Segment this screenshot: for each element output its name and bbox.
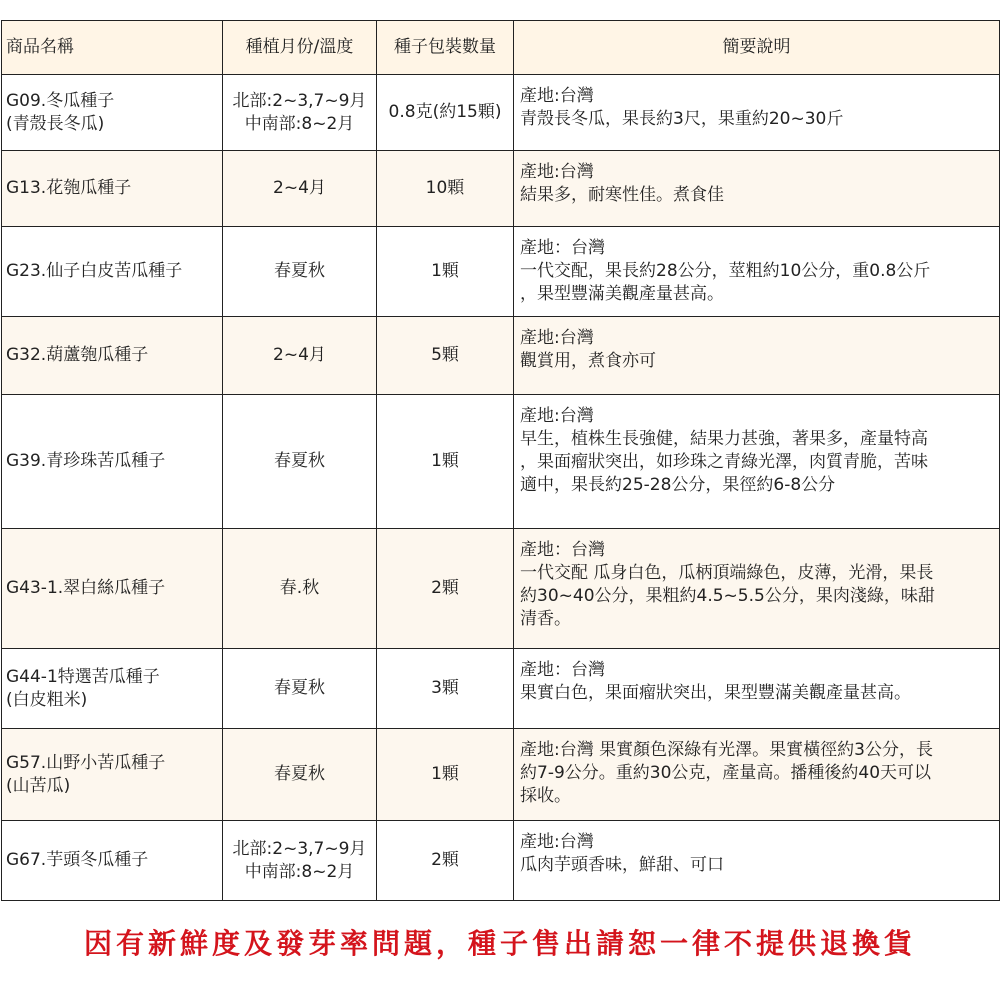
description-cell [514, 75, 1000, 151]
planting-month-cell [223, 649, 377, 729]
product-name-cell [2, 317, 223, 395]
table-body [2, 75, 1000, 901]
package-quantity-cell: 2顆 [377, 821, 514, 901]
description-cell [514, 529, 1000, 649]
no-return-notice: 因有新鮮度及發芽率問題，種子售出請恕一律不提供退換貨 [83, 927, 916, 960]
product-name-cell [2, 395, 223, 529]
product-name-cell-line: G44-1特選苦瓜種子 [6, 666, 160, 687]
product-name-cell-line: G32.葫蘆匏瓜種子 [6, 345, 149, 365]
description-cell [514, 395, 1000, 529]
description-cell-line: 瓜肉芋頭香味，鮮甜、可口 [520, 855, 724, 875]
header-package-quantity: 種子包裝數量 [377, 21, 514, 75]
product-name-cell-line: (青殼長冬瓜) [6, 113, 105, 134]
package-quantity-cell: 1顆 [377, 729, 514, 821]
description-cell-line: 青殼長冬瓜，果長約3尺，果重約20~30斤 [520, 109, 844, 129]
planting-month-cell-line: 春夏秋 [274, 261, 325, 281]
planting-month-cell [223, 821, 377, 901]
description-cell-line: 產地:台灣 [520, 86, 594, 106]
table-row [2, 317, 1000, 395]
description-cell-line: 採收。 [520, 786, 571, 806]
description-cell-line: ，果型豐滿美觀產量甚高。 [520, 284, 724, 304]
product-name-cell-line: G57.山野小苦瓜種子 [6, 752, 166, 773]
description-cell-line: 產地:台灣 [520, 162, 594, 182]
description-cell-line: 約7-9公分。重約30公克，產量高。播種後約40天可以 [520, 763, 932, 783]
package-quantity-cell: 10顆 [377, 151, 514, 227]
planting-month-cell-line: 2~4月 [273, 345, 326, 365]
package-quantity-cell: 5顆 [377, 317, 514, 395]
planting-month-cell-line: 春夏秋 [274, 764, 325, 784]
planting-month-cell [223, 151, 377, 227]
table-header-row [2, 21, 1000, 75]
package-quantity-cell: 1顆 [377, 227, 514, 317]
product-name-cell-line: G39.青珍珠苦瓜種子 [6, 451, 166, 471]
description-cell-line: 約30~40公分，果粗約4.5~5.5公分，果肉淺綠，味甜 [520, 586, 935, 606]
description-cell [514, 317, 1000, 395]
description-cell [514, 729, 1000, 821]
package-quantity-cell: 0.8克(約15顆) [377, 75, 514, 151]
header-planting-month: 種植月份/溫度 [223, 21, 377, 75]
product-name-cell [2, 75, 223, 151]
description-cell-line: 產地：台灣 [520, 660, 605, 680]
description-cell [514, 227, 1000, 317]
description-cell-line: 產地:台灣 [520, 328, 594, 348]
planting-month-cell [223, 729, 377, 821]
description-cell-line: 果實白色，果面瘤狀突出，果型豐滿美觀產量甚高。 [520, 683, 911, 703]
product-name-cell [2, 151, 223, 227]
description-cell-line: 產地：台灣 [520, 540, 605, 560]
table-row [2, 151, 1000, 227]
description-cell-line: 清香。 [520, 609, 571, 629]
planting-month-cell-line: 中南部:8~2月 [244, 861, 355, 882]
planting-month-cell [223, 529, 377, 649]
table-row [2, 649, 1000, 729]
table-row [2, 395, 1000, 529]
product-name-cell [2, 529, 223, 649]
product-name-cell-line: G09.冬瓜種子 [6, 90, 115, 111]
description-cell-line: 產地：台灣 [520, 238, 605, 258]
planting-month-cell-line: 2~4月 [273, 178, 326, 198]
table-row [2, 729, 1000, 821]
description-cell-line: 產地:台灣 [520, 406, 594, 426]
product-name-cell [2, 649, 223, 729]
product-name-cell [2, 729, 223, 821]
description-cell-line: 觀賞用，煮食亦可 [520, 351, 656, 371]
planting-month-cell-line: 北部:2~3,7~9月 [232, 838, 367, 859]
product-name-cell [2, 821, 223, 901]
description-cell-line: 產地:台灣 果實顏色深綠有光澤。果實橫徑約3公分，長 [520, 740, 933, 760]
planting-month-cell [223, 395, 377, 529]
description-cell-line: 一代交配，果長約28公分，莖粗約10公分，重0.8公斤 [520, 261, 931, 281]
package-quantity-cell: 2顆 [377, 529, 514, 649]
product-name-cell-line: G67.芋頭冬瓜種子 [6, 850, 149, 870]
planting-month-cell-line: 春.秋 [279, 578, 320, 598]
table-row [2, 821, 1000, 901]
product-name-cell-line: G43-1.翠白絲瓜種子 [6, 578, 166, 598]
product-name-cell-line: (山苦瓜) [6, 775, 71, 796]
table-row [2, 75, 1000, 151]
planting-month-cell-line: 春夏秋 [274, 451, 325, 471]
planting-month-cell [223, 75, 377, 151]
product-name-cell-line: (白皮粗米) [6, 689, 88, 710]
product-name-cell-line: G13.花匏瓜種子 [6, 178, 132, 198]
planting-month-cell [223, 227, 377, 317]
description-cell [514, 649, 1000, 729]
description-cell [514, 821, 1000, 901]
description-cell-line: 產地:台灣 [520, 832, 594, 852]
planting-month-cell [223, 317, 377, 395]
description-cell-line: 結果多，耐寒性佳。煮食佳 [520, 185, 724, 205]
product-name-cell [2, 227, 223, 317]
header-product-name: 商品名稱 [2, 21, 223, 75]
header-description: 簡要說明 [514, 21, 1000, 75]
table-row [2, 529, 1000, 649]
planting-month-cell-line: 春夏秋 [274, 678, 325, 698]
description-cell-line: 適中，果長約25-28公分，果徑約6-8公分 [520, 475, 836, 495]
description-cell-line: 早生，植株生長強健，結果力甚強，著果多，產量特高 [520, 429, 928, 449]
description-cell-line: 一代交配 瓜身白色，瓜柄頂端綠色，皮薄，光滑，果長 [520, 563, 934, 583]
package-quantity-cell: 3顆 [377, 649, 514, 729]
seed-product-table [1, 20, 1000, 901]
table-row [2, 227, 1000, 317]
package-quantity-cell: 1顆 [377, 395, 514, 529]
planting-month-cell-line: 中南部:8~2月 [244, 113, 355, 134]
product-name-cell-line: G23.仙子白皮苦瓜種子 [6, 261, 183, 281]
description-cell-line: ，果面瘤狀突出，如珍珠之青綠光澤，肉質青脆，苦味 [520, 452, 928, 472]
planting-month-cell-line: 北部:2~3,7~9月 [232, 90, 367, 111]
description-cell [514, 151, 1000, 227]
